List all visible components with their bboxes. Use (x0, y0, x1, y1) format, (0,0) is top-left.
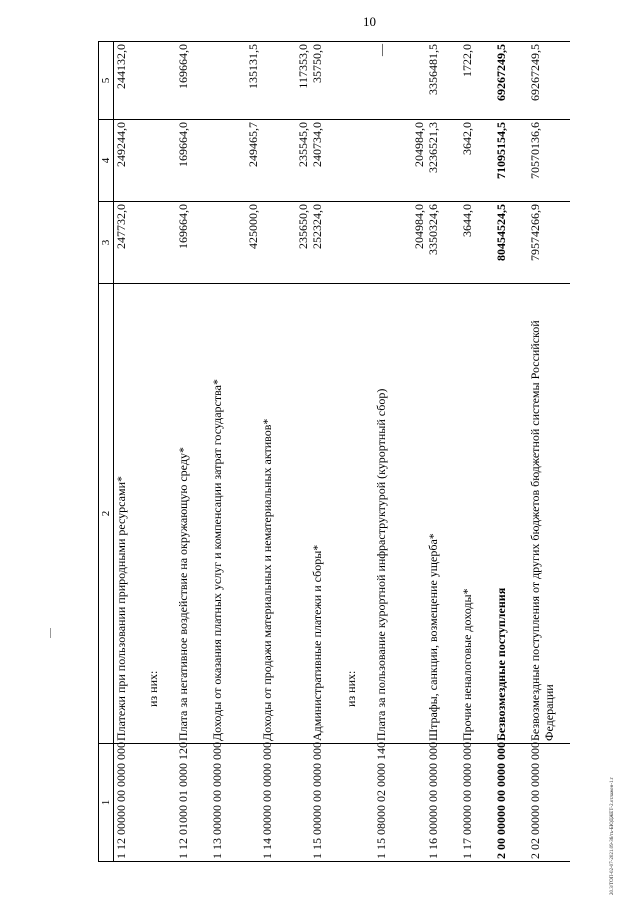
header-cell: 2 (99, 284, 114, 744)
value-cell: 69267249,5 (528, 42, 570, 120)
value-cell: 240734,0 (310, 120, 344, 202)
table-row (260, 42, 310, 862)
value-cell: 1722,0 (460, 42, 494, 120)
value-cell: 3644,0 (460, 202, 494, 284)
rotated-table-container (98, 42, 603, 862)
value-cell: 71095154,5 (494, 120, 528, 202)
code-cell (344, 744, 374, 862)
value-cell: 3356481,5 (426, 42, 460, 120)
value-cell: 204984,0 (374, 120, 426, 202)
value-cell: 135131,5 (210, 42, 260, 120)
value-cell: 204984,0 (374, 202, 426, 284)
name-cell: Безвозмездные поступления от других бюджетов бюджетной системы Российской Федерации (528, 284, 570, 744)
table-row (426, 42, 460, 862)
table-row (210, 42, 260, 862)
document-code: 20.3/ТОП-02-07-2021.09-36/ть-БЮДЖЕТ-2.отлажен-1.т (610, 777, 615, 895)
name-cell: Административные платежи и сборы* (310, 284, 344, 744)
margin-mark (50, 628, 51, 638)
value-cell: 80454524,5 (494, 202, 528, 284)
value-cell (146, 120, 176, 202)
value-cell: 169664,0 (176, 202, 210, 284)
value-cell: 249244,0 (114, 120, 146, 202)
code-cell: 1 12 01000 01 0000 120 (176, 744, 210, 862)
table-row (494, 42, 528, 862)
value-cell: 252324,0 (310, 202, 344, 284)
name-cell: Штрафы, санкции, возмещение ущерба* (426, 284, 460, 744)
value-cell (344, 202, 374, 284)
name-cell: Доходы от оказания платных услуг и компенсации затрат государства* (210, 284, 260, 744)
table-row (460, 42, 494, 862)
value-cell: 117353,0 (260, 42, 310, 120)
name-cell: Прочие неналоговые доходы* (460, 284, 494, 744)
code-cell: 1 12 00000 00 0000 000 (114, 744, 146, 862)
value-cell: 169664,0 (176, 42, 210, 120)
code-cell: 1 14 00000 00 0000 000 (260, 744, 310, 862)
value-cell (146, 42, 176, 120)
code-cell: 2 00 00000 00 0000 000 (494, 744, 528, 862)
table-row (176, 42, 210, 862)
code-cell: 1 15 08000 02 0000 140 (374, 744, 426, 862)
code-cell (146, 744, 176, 862)
value-cell: — (374, 42, 426, 120)
code-cell: 1 15 00000 00 0000 000 (310, 744, 344, 862)
table-row (114, 42, 146, 862)
value-cell (344, 120, 374, 202)
name-cell: из них: (146, 284, 176, 744)
name-cell: Безвозмездные поступления (494, 284, 528, 744)
code-cell: 1 13 00000 00 0000 000 (210, 744, 260, 862)
header-row (99, 42, 114, 862)
value-cell: 169664,0 (176, 120, 210, 202)
header-cell: 3 (99, 202, 114, 284)
value-cell: 35750,0 (310, 42, 344, 120)
value-cell: 3350324,6 (426, 202, 460, 284)
name-cell: Платежи при пользовании природными ресурсами* (114, 284, 146, 744)
page-number: 10 (363, 14, 376, 29)
value-cell: 235545,0 (260, 120, 310, 202)
table-row (146, 42, 176, 862)
value-cell: 235650,0 (260, 202, 310, 284)
value-cell: 3236521,3 (426, 120, 460, 202)
table-row (374, 42, 426, 862)
value-cell: 3642,0 (460, 120, 494, 202)
value-cell: 70570136,6 (528, 120, 570, 202)
value-cell (344, 42, 374, 120)
table-row (344, 42, 374, 862)
value-cell: 249465,7 (210, 120, 260, 202)
code-cell: 1 17 00000 00 0000 000 (460, 744, 494, 862)
header-cell: 4 (99, 120, 114, 202)
budget-table (98, 41, 570, 862)
value-cell: 425000,0 (210, 202, 260, 284)
value-cell: 244132,0 (114, 42, 146, 120)
table-row (528, 42, 570, 862)
name-cell: Доходы от продажи материальных и нематериальных активов* (260, 284, 310, 744)
name-cell: Плата за негативное воздействие на окружающую среду* (176, 284, 210, 744)
header-cell: 5 (99, 42, 114, 120)
name-cell: Плата за пользование курортной инфраструктурой (курортный сбор) (374, 284, 426, 744)
name-cell: из них: (344, 284, 374, 744)
value-cell: 69267249,5 (494, 42, 528, 120)
header-cell: 1 (99, 744, 114, 862)
table-row (310, 42, 344, 862)
value-cell (146, 202, 176, 284)
code-cell: 1 16 00000 00 0000 000 (426, 744, 460, 862)
value-cell: 247732,0 (114, 202, 146, 284)
code-cell: 2 02 00000 00 0000 000 (528, 744, 570, 862)
value-cell: 79574266,9 (528, 202, 570, 284)
